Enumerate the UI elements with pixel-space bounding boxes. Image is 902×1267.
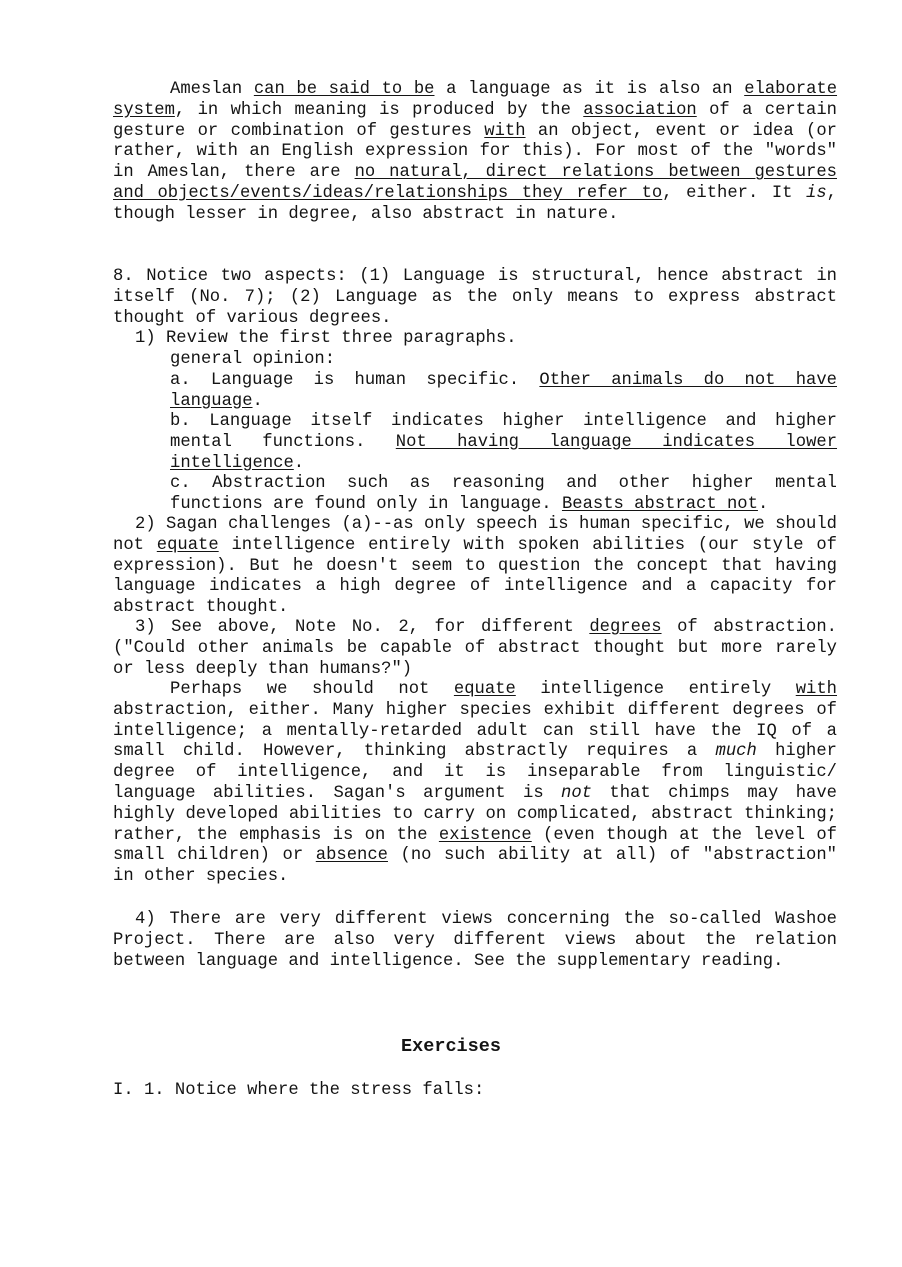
text-span: , either. It	[662, 183, 807, 203]
opinion-b	[170, 412, 837, 474]
underlined-phrase: equate	[156, 535, 219, 555]
underlined-phrase: Beasts abstract not	[561, 494, 758, 514]
text-span: 3) See above, Note No. 2, for different	[135, 618, 590, 637]
underlined-phrase: elaborate system	[113, 80, 838, 120]
note-8-item-3	[113, 618, 837, 680]
text-span: abstraction, either. Many higher species exhibit different degrees of intelligence; a mentally-retarded adult can still have the IQ of a small child. However, thinking abstractly requires a	[113, 700, 837, 762]
underlined-phrase: degrees	[589, 618, 662, 637]
text-span: , though lesser in degree, also abstract in nature.	[113, 183, 837, 224]
underlined-phrase: existence	[438, 825, 532, 845]
note-8-item-4: 4) There are very different views concerning the so-called Washoe Project. There are also very different views about the relation between language and intelligence. See the supplementary reading.	[113, 910, 837, 971]
text-span: .	[757, 494, 769, 514]
note-8-intro: 8. Notice two aspects: (1) Language is structural, hence abstract in itself (No. 7); (2) Language as the only means to express abstract thought of various degrees.	[113, 267, 837, 328]
text-span: b. Language itself indicates higher intelligence and higher mental functions.	[170, 412, 837, 452]
underlined-phrase: with	[484, 121, 526, 141]
text-span: , in which meaning is produced by the	[174, 100, 584, 120]
text-span: Ameslan	[170, 80, 254, 99]
underlined-phrase: with	[795, 680, 837, 699]
ameslan-paragraph	[113, 80, 837, 226]
underlined-phrase: can be said to be	[253, 80, 435, 99]
underlined-phrase: Other animals do not have language	[170, 371, 837, 411]
exercise-line-1: I. 1. Notice where the stress falls:	[113, 1081, 485, 1100]
italic-word: not	[561, 783, 592, 803]
text-span: (no such ability at all) of "abstraction" in other species.	[113, 846, 837, 887]
general-opinion-label: general opinion:	[170, 350, 336, 369]
text-span: a. Language is human specific.	[170, 371, 540, 390]
underlined-phrase: absence	[315, 846, 388, 866]
text-span: .	[252, 391, 263, 411]
text-span: Perhaps we should not	[170, 680, 454, 699]
text-span: c. Abstraction such as reasoning and other higher mental functions are found only in language.	[170, 474, 837, 514]
text-span: (even though at the level of small children) or	[113, 825, 837, 866]
exercises-heading: Exercises	[401, 1036, 501, 1057]
opinion-a	[170, 371, 837, 413]
underlined-phrase: Not having language indicates lower intelligence	[170, 432, 838, 473]
perhaps-paragraph	[113, 680, 837, 888]
text-span: a language as it is also an	[434, 80, 745, 99]
text-span: an object, event or idea (or rather, with an English expression for this). For most of the "words" in Ameslan, there are	[113, 121, 837, 183]
text-span: intelligence entirely	[515, 680, 796, 699]
underlined-phrase: equate	[453, 680, 516, 699]
text-span: of a certain gesture or combination of gestures	[113, 100, 837, 141]
underlined-phrase: association	[583, 100, 697, 120]
text-span: higher degree of intelligence, and it is inseparable from linguistic/ language abilities. Sagan's argument is	[113, 742, 837, 803]
underlined-phrase: no natural, direct relations between gestures and objects/events/ideas/relationships they refer to	[113, 163, 837, 203]
italic-word: is	[806, 183, 827, 203]
note-8-item-1: 1) Review the first three paragraphs.	[135, 329, 517, 348]
text-span: .	[293, 453, 305, 473]
note-8-item-2	[113, 515, 837, 619]
opinion-c	[170, 474, 837, 516]
text-span: 2) Sagan challenges (a)--as only speech is human specific, we should not	[113, 515, 837, 555]
text-span: that chimps may have highly developed abilities to carry on complicated, abstract thinking; rather, the emphasis is on the	[113, 783, 837, 845]
italic-word: much	[715, 742, 757, 762]
text-span: intelligence entirely with spoken abilities (our style of expression). But he doesn't seem to question the concept that having language indicates a high degree of intelligence and a capacity for abstract thought.	[113, 535, 837, 618]
text-span: of abstraction. ("Could other animals be capable of abstract thought but more rarely or less deeply than humans?")	[113, 618, 837, 679]
